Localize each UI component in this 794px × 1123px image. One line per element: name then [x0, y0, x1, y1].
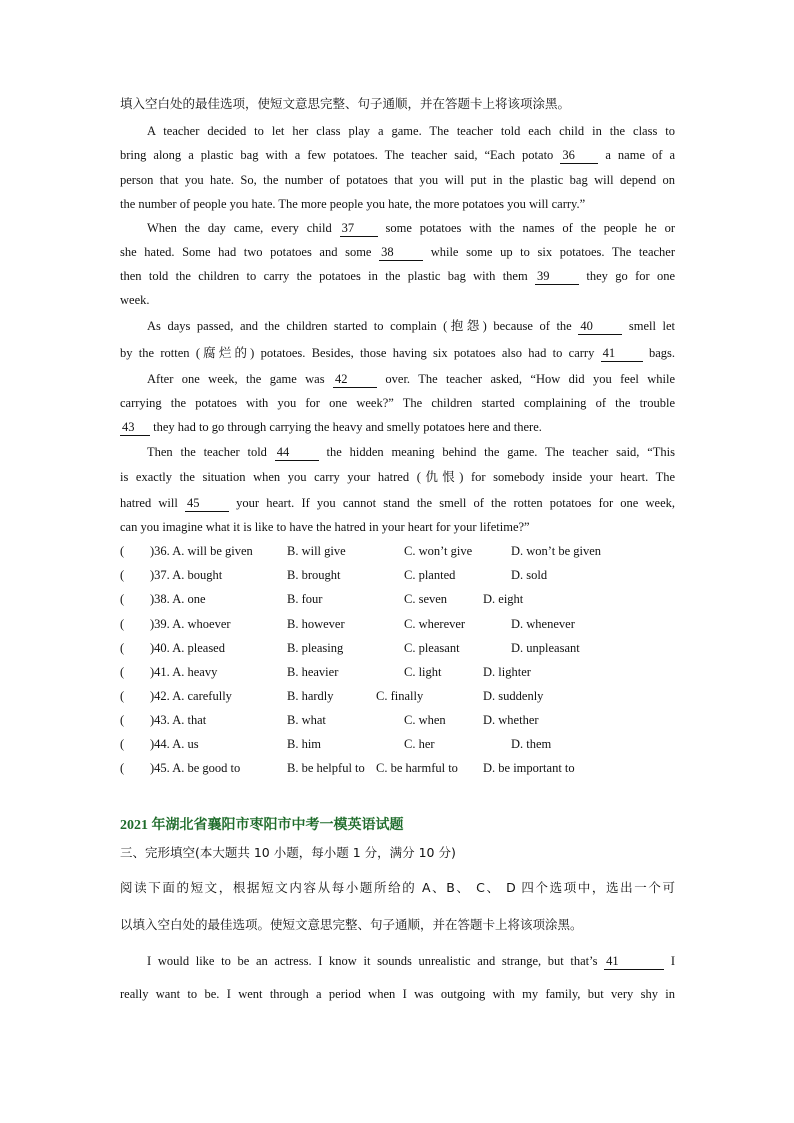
passage-line: I would like to be an actress. I know it sounds unrealistic and strange, but that’s 41 I [147, 954, 676, 968]
option-b[interactable]: B. hardly [287, 689, 334, 703]
passage-line: then told the children to carry the potatoes in the plastic bag with them 39 they go for one [120, 269, 676, 283]
answer-bracket[interactable]: ( [120, 665, 125, 679]
option-d[interactable]: D. whether [483, 713, 539, 727]
option-b[interactable]: B. four [287, 592, 323, 606]
question-stem: )38. A. one [150, 592, 206, 606]
passage-line: the number of people you hate. The more people you hate, the more potatoes you will carry.” [120, 197, 586, 211]
option-c[interactable]: C. finally [376, 689, 424, 703]
passage-line: hatred will 45 your heart. If you cannot stand the smell of the rotten potatoes for one week, [120, 496, 675, 510]
answer-bracket[interactable]: ( [120, 617, 125, 631]
option-c[interactable]: C. planted [404, 568, 456, 582]
option-b[interactable]: B. pleasing [287, 641, 344, 655]
blank-41[interactable]: 41 [604, 953, 664, 970]
passage-line: is exactly the situation when you carry your hatred (仇恨) for somebody inside your heart. The [120, 470, 675, 484]
option-d[interactable]: D. whenever [511, 617, 575, 631]
passage-line: As days passed, and the children started to complain (抱怨) because of the 40 smell let [147, 319, 676, 333]
option-d[interactable]: D. lighter [483, 665, 531, 679]
option-d[interactable]: D. won’t be given [511, 544, 602, 558]
question-stem: )39. A. whoever [150, 617, 231, 631]
option-c[interactable]: C. light [404, 665, 442, 679]
answer-bracket[interactable]: ( [120, 641, 125, 655]
blank-41[interactable]: 41 [601, 345, 643, 362]
passage-line: 43 they had to go through carrying the heavy and smelly potatoes here and there. [122, 420, 542, 434]
instruction-tail: 填入空白处的最佳选项，使短文意思完整、句子通顺，并在答题卡上将该项涂黑。 [120, 96, 571, 111]
option-b[interactable]: B. heavier [287, 665, 339, 679]
question-stem: )44. A. us [150, 737, 199, 751]
passage-line: by the rotten (腐烂的) potatoes. Besides, those having six potatoes also had to carry 41 bags. [120, 346, 676, 360]
option-d[interactable]: D. be important to [483, 761, 575, 775]
option-b[interactable]: B. be helpful to [287, 761, 365, 775]
passage-line: After one week, the game was 42 over. The teacher asked, “How did you feel while [147, 372, 676, 386]
option-d[interactable]: D. suddenly [483, 689, 544, 703]
passage-line: carrying the potatoes with you for one week?” The children started complaining of the trouble [120, 396, 675, 410]
passage-line: person that you hate. So, the number of potatoes that you will put in the plastic bag will depend on [120, 173, 675, 187]
option-c[interactable]: C. seven [404, 592, 448, 606]
answer-bracket[interactable]: ( [120, 689, 125, 703]
answer-bracket[interactable]: ( [120, 713, 125, 727]
blank-36[interactable]: 36 [560, 147, 598, 164]
passage-line: really want to be. I went through a period when I was outgoing with my family, but very shy in [120, 987, 675, 1001]
passage-line: can you imagine what it is like to have the hatred in your heart for your lifetime?” [120, 520, 530, 534]
part-title: 三、完形填空(本大题共 10 小题，每小题 1 分，满分 10 分) [120, 845, 456, 860]
answer-bracket[interactable]: ( [120, 761, 125, 775]
option-b[interactable]: B. however [287, 617, 345, 631]
blank-39[interactable]: 39 [535, 268, 579, 285]
question-stem: )37. A. bought [150, 568, 223, 582]
section-heading: 2021 年湖北省襄阳市枣阳市中考一模英语试题 [120, 818, 404, 833]
passage-line: bring along a plastic bag with a few potatoes. The teacher said, “Each potato 36 a name of a [120, 148, 676, 162]
question-stem: )41. A. heavy [150, 665, 218, 679]
answer-bracket[interactable]: ( [120, 568, 125, 582]
instruction-line: 以填入空白处的最佳选项。使短文意思完整、句子通顺，并在答题卡上将该项涂黑。 [120, 917, 583, 932]
option-d[interactable]: D. unpleasant [511, 641, 580, 655]
question-stem: )40. A. pleased [150, 641, 225, 655]
passage-line: Then the teacher told 44 the hidden meaning behind the game. The teacher said, “This [147, 445, 675, 459]
blank-37[interactable]: 37 [340, 220, 378, 237]
option-b[interactable]: B. will give [287, 544, 346, 558]
passage-line: When the day came, every child 37 some potatoes with the names of the people he or [147, 221, 676, 235]
option-c[interactable]: C. be harmful to [376, 761, 458, 775]
question-stem: )43. A. that [150, 713, 207, 727]
option-d[interactable]: D. them [511, 737, 552, 751]
passage-line: week. [120, 293, 150, 307]
question-stem: )42. A. carefully [150, 689, 232, 703]
option-b[interactable]: B. what [287, 713, 326, 727]
option-c[interactable]: C. wherever [404, 617, 466, 631]
answer-bracket[interactable]: ( [120, 592, 125, 606]
option-d[interactable]: D. sold [511, 568, 548, 582]
option-c[interactable]: C. won’t give [404, 544, 473, 558]
blank-42[interactable]: 42 [333, 371, 377, 388]
blank-44[interactable]: 44 [275, 444, 319, 461]
option-c[interactable]: C. when [404, 713, 446, 727]
answer-bracket[interactable]: ( [120, 544, 125, 558]
blank-45[interactable]: 45 [185, 495, 229, 512]
option-d[interactable]: D. eight [483, 592, 524, 606]
answer-bracket[interactable]: ( [120, 737, 125, 751]
option-c[interactable]: C. her [404, 737, 435, 751]
blank-43[interactable]: 43 [120, 419, 150, 436]
passage-line: she hated. Some had two potatoes and some 38 while some up to six potatoes. The teacher [120, 245, 675, 259]
question-stem: )45. A. be good to [150, 761, 241, 775]
blank-40[interactable]: 40 [578, 318, 622, 335]
option-b[interactable]: B. him [287, 737, 322, 751]
option-c[interactable]: C. pleasant [404, 641, 460, 655]
option-b[interactable]: B. brought [287, 568, 341, 582]
passage-line: A teacher decided to let her class play a game. The teacher told each child in the class to [147, 124, 675, 138]
blank-38[interactable]: 38 [379, 244, 423, 261]
instruction-line: 阅读下面的短文，根据短文内容从每小题所给的 A、B、 C、 D 四个选项中，选出一个可 [120, 880, 675, 895]
question-stem: )36. A. will be given [150, 544, 253, 558]
